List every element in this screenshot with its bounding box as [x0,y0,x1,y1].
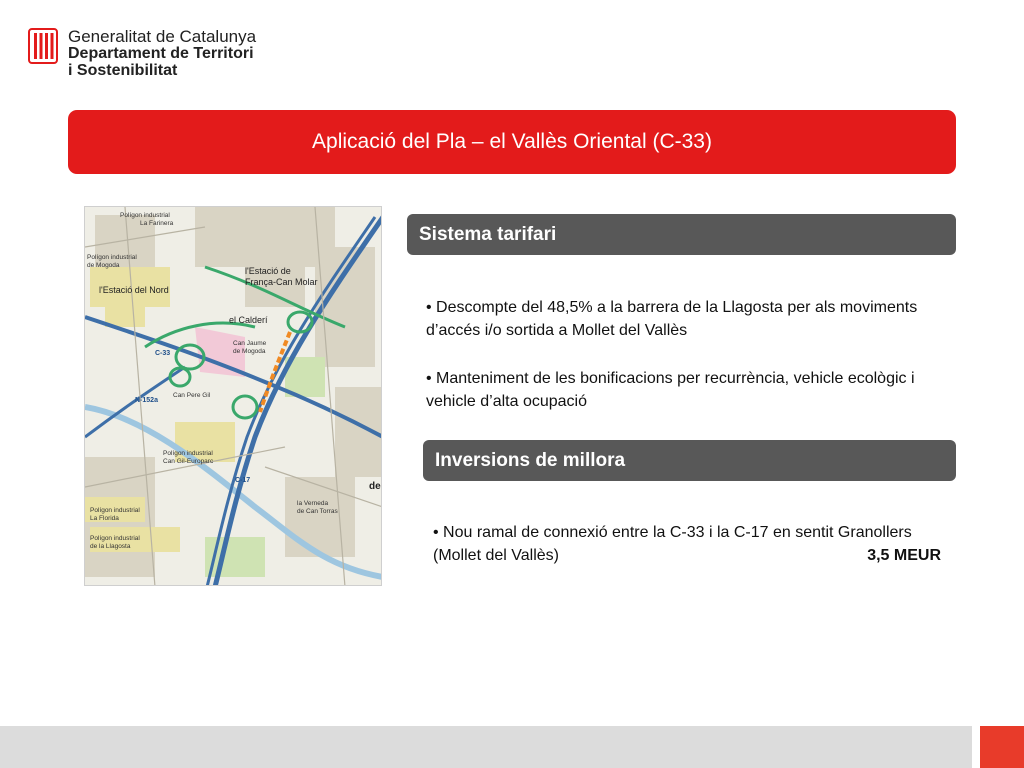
section-header-inversions [423,440,956,481]
map-label: Can Pere Gil [173,392,211,399]
map-label: el Calderí [229,315,268,325]
bullet-text: • Nou ramal de connexió entre la C-33 i la C-17 en sentit Granollers (Mollet del Vallès) [433,524,912,564]
section-title: Inversions de millora [435,449,626,471]
map-label: la Verneda [297,500,329,507]
map-label: de Mogoda [233,348,266,355]
map-label: La Farinera [140,220,174,227]
bullet-item: • Descompte del 48,5% a la barrera de la Llagosta per als moviments d’accés i/o sortida a Mollet del Vallès [426,299,918,339]
map-label: Polígon industrial [87,254,137,261]
bullet-item [433,521,941,567]
map-label: de [369,481,381,492]
map-label: La Florida [90,515,119,522]
section-title: Sistema tarifari [419,223,557,245]
slide-title-text: Aplicació del Pla – el Vallès Oriental (C-33) [312,130,712,153]
header-logo [28,28,256,79]
road-map [84,206,382,586]
org-line-3: i Sostenibilitat [68,62,178,79]
investment-amount: 3,5 MEUR [867,547,941,564]
slide-title [68,110,956,174]
map-label: Polígon industrial [90,535,140,542]
org-line-1: Generalitat de Catalunya [68,27,257,46]
footer-divider [972,726,980,768]
map-label: de Mogoda [87,262,120,269]
map-label: Polígon industrial [120,212,170,219]
map-label: de la Llagosta [90,543,131,550]
section-header-tarifari [407,214,956,255]
map-label: Polígon industrial [163,450,213,457]
map-label: Polígon industrial [90,507,140,514]
map-label: C-33 [155,350,171,357]
map-label: N-152a [135,397,158,404]
organization-name [68,28,256,79]
footer-accent [980,726,1024,768]
org-line-2: Departament de Territori [68,45,254,62]
map-label: l'Estació de [245,266,291,276]
map-label: Can Gil-Europarc [163,458,214,465]
bullet-item: • Manteniment de les bonificacions per recurrència, vehicle ecològic i vehicle d’alta ocupació [426,370,915,410]
map-label: C-17 [235,477,251,484]
map-label: de Can Torras [297,508,338,515]
map-label: Can Jaume [233,340,267,347]
generalitat-emblem-icon [28,28,58,64]
map-label: França-Can Molar [245,277,318,287]
map-label: l'Estació del Nord [99,285,169,295]
footer-bar [0,726,1024,768]
